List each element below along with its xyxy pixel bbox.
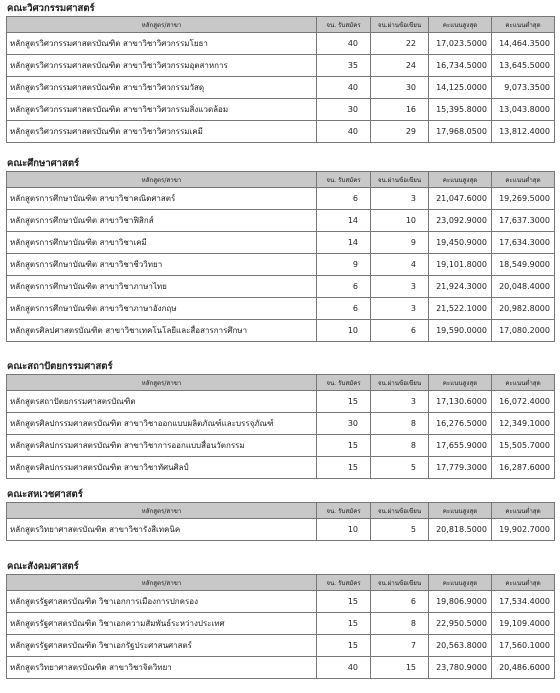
cell-quota: 14 <box>317 232 371 254</box>
cell-min: 20,982.8000 <box>492 298 555 320</box>
table-row <box>7 413 555 435</box>
column-header-program: หลักสูตร/สาขา <box>7 503 317 519</box>
cell-passed: 29 <box>371 121 429 143</box>
table-header-row <box>7 575 555 591</box>
cell-max: 22,950.5000 <box>429 613 492 635</box>
cell-quota: 15 <box>317 635 371 657</box>
cell-max: 15,395.8000 <box>429 99 492 121</box>
cell-program: หลักสูตรวิศวกรรมศาสตรบัณฑิต สาขาวิชาวิศวกรรมเคมี <box>7 121 317 143</box>
cell-quota: 30 <box>317 413 371 435</box>
cell-max: 20,818.5000 <box>429 519 492 541</box>
table-header-row <box>7 375 555 391</box>
faculty-section <box>6 157 554 342</box>
score-table <box>6 171 555 342</box>
table-row <box>7 657 555 679</box>
cell-quota: 35 <box>317 55 371 77</box>
cell-max: 21,047.6000 <box>429 188 492 210</box>
cell-max: 17,130.6000 <box>429 391 492 413</box>
cell-min: 17,534.4000 <box>492 591 555 613</box>
column-header-quota: จน. รับสมัคร <box>317 375 371 391</box>
table-row <box>7 55 555 77</box>
faculty-section <box>6 488 554 541</box>
faculty-title: คณะสถาปัตยกรรมศาสตร์ <box>7 361 113 372</box>
cell-program: หลักสูตรสถาปัตยกรรมศาสตรบัณฑิต <box>7 391 317 413</box>
cell-max: 23,092.9000 <box>429 210 492 232</box>
cell-quota: 10 <box>317 320 371 342</box>
cell-program: หลักสูตรศิลปกรรมศาสตรบัณฑิต สาขาวิชาทัศนศิลป์ <box>7 457 317 479</box>
cell-quota: 40 <box>317 121 371 143</box>
cell-program: หลักสูตรศิลปกรรมศาสตรบัณฑิต สาขาวิชาการออกแบบสื่อนวัตกรรม <box>7 435 317 457</box>
cell-min: 20,486.6000 <box>492 657 555 679</box>
column-header-max: คะแนนสูงสุด <box>429 575 492 591</box>
cell-max: 16,276.5000 <box>429 413 492 435</box>
column-header-max: คะแนนสูงสุด <box>429 503 492 519</box>
score-table <box>6 574 555 679</box>
faculty-section <box>6 2 554 143</box>
cell-min: 13,645.5000 <box>492 55 555 77</box>
cell-program: หลักสูตรศิลปศาสตรบัณฑิต สาขาวิชาเทคโนโลยีและสื่อสารการศึกษา <box>7 320 317 342</box>
cell-max: 19,101.8000 <box>429 254 492 276</box>
column-header-min: คะแนนต่ำสุด <box>492 575 555 591</box>
faculty-section <box>6 560 554 679</box>
column-header-min: คะแนนต่ำสุด <box>492 17 555 33</box>
cell-passed: 3 <box>371 188 429 210</box>
cell-program: หลักสูตรศิลปกรรมศาสตรบัณฑิต สาขาวิชาออกแบบผลิตภัณฑ์และบรรจุภัณฑ์ <box>7 413 317 435</box>
cell-max: 17,968.0500 <box>429 121 492 143</box>
cell-passed: 8 <box>371 413 429 435</box>
column-header-passed: จน.ผ่านข้อเขียน <box>371 575 429 591</box>
cell-min: 14,464.3500 <box>492 33 555 55</box>
cell-quota: 40 <box>317 33 371 55</box>
cell-passed: 3 <box>371 391 429 413</box>
cell-quota: 15 <box>317 391 371 413</box>
cell-passed: 8 <box>371 613 429 635</box>
cell-passed: 3 <box>371 298 429 320</box>
cell-passed: 6 <box>371 591 429 613</box>
table-row <box>7 591 555 613</box>
table-row <box>7 232 555 254</box>
column-header-program: หลักสูตร/สาขา <box>7 375 317 391</box>
table-row <box>7 435 555 457</box>
table-row <box>7 77 555 99</box>
cell-passed: 9 <box>371 232 429 254</box>
cell-min: 13,812.4000 <box>492 121 555 143</box>
table-row <box>7 519 555 541</box>
cell-passed: 24 <box>371 55 429 77</box>
faculty-title: คณะสหเวชศาสตร์ <box>7 489 83 500</box>
cell-min: 15,505.7000 <box>492 435 555 457</box>
column-header-passed: จน.ผ่านข้อเขียน <box>371 17 429 33</box>
cell-max: 17,655.9000 <box>429 435 492 457</box>
cell-min: 12,349.1000 <box>492 413 555 435</box>
column-header-quota: จน. รับสมัคร <box>317 17 371 33</box>
faculty-section <box>6 360 554 479</box>
column-header-max: คะแนนสูงสุด <box>429 17 492 33</box>
cell-max: 19,590.0000 <box>429 320 492 342</box>
score-table <box>6 374 555 479</box>
cell-min: 17,637.3000 <box>492 210 555 232</box>
cell-program: หลักสูตรการศึกษาบัณฑิต สาขาวิชาภาษาอังกฤษ <box>7 298 317 320</box>
cell-quota: 15 <box>317 591 371 613</box>
cell-passed: 8 <box>371 435 429 457</box>
cell-max: 21,522.1000 <box>429 298 492 320</box>
table-row <box>7 613 555 635</box>
column-header-program: หลักสูตร/สาขา <box>7 172 317 188</box>
cell-max: 21,924.3000 <box>429 276 492 298</box>
score-table <box>6 502 555 541</box>
cell-quota: 6 <box>317 276 371 298</box>
table-row <box>7 391 555 413</box>
cell-min: 17,080.2000 <box>492 320 555 342</box>
cell-quota: 40 <box>317 657 371 679</box>
cell-quota: 14 <box>317 210 371 232</box>
cell-program: หลักสูตรการศึกษาบัณฑิต สาขาวิชาฟิสิกส์ <box>7 210 317 232</box>
cell-quota: 15 <box>317 613 371 635</box>
cell-max: 17,779.3000 <box>429 457 492 479</box>
table-row <box>7 298 555 320</box>
table-header-row <box>7 17 555 33</box>
cell-min: 9,073.3500 <box>492 77 555 99</box>
table-row <box>7 188 555 210</box>
cell-max: 14,125.0000 <box>429 77 492 99</box>
table-header-row <box>7 503 555 519</box>
table-header-row <box>7 172 555 188</box>
cell-passed: 5 <box>371 457 429 479</box>
table-row <box>7 254 555 276</box>
cell-program: หลักสูตรวิทยาศาสตรบัณฑิต สาขาวิชาจิตวิทยา <box>7 657 317 679</box>
cell-min: 19,902.7000 <box>492 519 555 541</box>
cell-program: หลักสูตรรัฐศาสตรบัณฑิต วิชาเอกการเมืองการปกครอง <box>7 591 317 613</box>
cell-quota: 9 <box>317 254 371 276</box>
cell-max: 16,734.5000 <box>429 55 492 77</box>
column-header-max: คะแนนสูงสุด <box>429 375 492 391</box>
table-row <box>7 121 555 143</box>
cell-passed: 6 <box>371 320 429 342</box>
cell-program: หลักสูตรรัฐศาสตรบัณฑิต วิชาเอกความสัมพันธ์ระหว่างประเทศ <box>7 613 317 635</box>
cell-passed: 22 <box>371 33 429 55</box>
table-row <box>7 276 555 298</box>
score-table <box>6 16 555 143</box>
cell-quota: 30 <box>317 99 371 121</box>
cell-passed: 16 <box>371 99 429 121</box>
cell-program: หลักสูตรวิศวกรรมศาสตรบัณฑิต สาขาวิชาวิศวกรรมโยธา <box>7 33 317 55</box>
cell-program: หลักสูตรวิศวกรรมศาสตรบัณฑิต สาขาวิชาวิศวกรรมวัสดุ <box>7 77 317 99</box>
cell-max: 19,450.9000 <box>429 232 492 254</box>
cell-quota: 6 <box>317 298 371 320</box>
cell-program: หลักสูตรการศึกษาบัณฑิต สาขาวิชาภาษาไทย <box>7 276 317 298</box>
cell-program: หลักสูตรวิศวกรรมศาสตรบัณฑิต สาขาวิชาวิศวกรรมอุตสาหการ <box>7 55 317 77</box>
column-header-passed: จน.ผ่านข้อเขียน <box>371 375 429 391</box>
cell-passed: 7 <box>371 635 429 657</box>
cell-program: หลักสูตรวิศวกรรมศาสตรบัณฑิต สาขาวิชาวิศวกรรมสิ่งแวดล้อม <box>7 99 317 121</box>
cell-min: 16,287.6000 <box>492 457 555 479</box>
cell-max: 20,563.8000 <box>429 635 492 657</box>
faculty-title: คณะศึกษาศาสตร์ <box>7 158 80 169</box>
cell-min: 17,560.1000 <box>492 635 555 657</box>
cell-min: 19,109.4000 <box>492 613 555 635</box>
column-header-quota: จน. รับสมัคร <box>317 575 371 591</box>
table-row <box>7 635 555 657</box>
cell-max: 17,023.5000 <box>429 33 492 55</box>
cell-quota: 6 <box>317 188 371 210</box>
cell-min: 17,634.3000 <box>492 232 555 254</box>
cell-program: หลักสูตรวิทยาศาสตรบัณฑิต สาขาวิชารังสีเทคนิค <box>7 519 317 541</box>
cell-min: 20,048.4000 <box>492 276 555 298</box>
table-row <box>7 99 555 121</box>
cell-passed: 5 <box>371 519 429 541</box>
column-header-min: คะแนนต่ำสุด <box>492 172 555 188</box>
column-header-min: คะแนนต่ำสุด <box>492 375 555 391</box>
column-header-quota: จน. รับสมัคร <box>317 503 371 519</box>
cell-min: 18,549.9000 <box>492 254 555 276</box>
cell-program: หลักสูตรการศึกษาบัณฑิต สาขาวิชาคณิตศาสตร์ <box>7 188 317 210</box>
faculty-title: คณะสังคมศาสตร์ <box>7 561 79 572</box>
table-row <box>7 210 555 232</box>
table-row <box>7 457 555 479</box>
cell-program: หลักสูตรรัฐศาสตรบัณฑิต วิชาเอกรัฐประศาสนศาสตร์ <box>7 635 317 657</box>
column-header-passed: จน.ผ่านข้อเขียน <box>371 503 429 519</box>
table-row <box>7 33 555 55</box>
cell-min: 16,072.4000 <box>492 391 555 413</box>
cell-passed: 30 <box>371 77 429 99</box>
faculty-title: คณะวิศวกรรมศาสตร์ <box>7 3 95 14</box>
column-header-program: หลักสูตร/สาขา <box>7 575 317 591</box>
cell-min: 19,269.5000 <box>492 188 555 210</box>
cell-passed: 15 <box>371 657 429 679</box>
cell-passed: 3 <box>371 276 429 298</box>
cell-max: 19,806.9000 <box>429 591 492 613</box>
cell-max: 23,780.9000 <box>429 657 492 679</box>
cell-passed: 10 <box>371 210 429 232</box>
cell-quota: 15 <box>317 435 371 457</box>
cell-program: หลักสูตรการศึกษาบัณฑิต สาขาวิชาชีววิทยา <box>7 254 317 276</box>
cell-min: 13,043.8000 <box>492 99 555 121</box>
cell-program: หลักสูตรการศึกษาบัณฑิต สาขาวิชาเคมี <box>7 232 317 254</box>
column-header-program: หลักสูตร/สาขา <box>7 17 317 33</box>
table-row <box>7 320 555 342</box>
cell-passed: 4 <box>371 254 429 276</box>
cell-quota: 10 <box>317 519 371 541</box>
column-header-min: คะแนนต่ำสุด <box>492 503 555 519</box>
column-header-max: คะแนนสูงสุด <box>429 172 492 188</box>
cell-quota: 15 <box>317 457 371 479</box>
column-header-passed: จน.ผ่านข้อเขียน <box>371 172 429 188</box>
column-header-quota: จน. รับสมัคร <box>317 172 371 188</box>
cell-quota: 40 <box>317 77 371 99</box>
